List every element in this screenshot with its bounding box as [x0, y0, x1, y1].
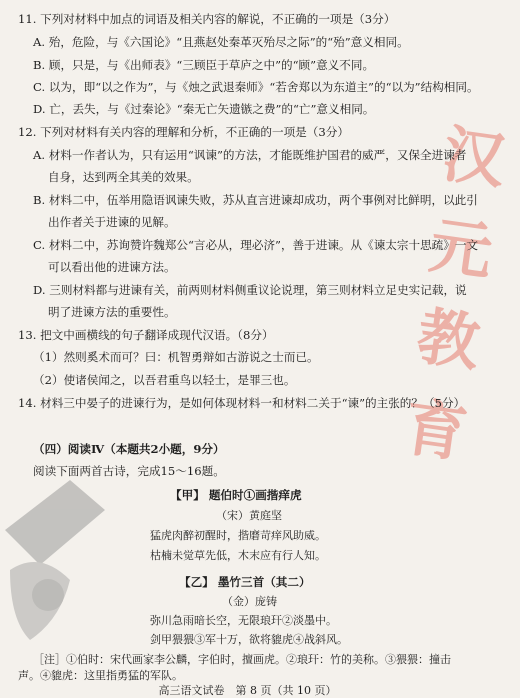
q12-option-c-line2: 可以看出他的进谏方法。 — [48, 260, 176, 274]
q12-option-b-line2: 出作者关于进谏的见解。 — [48, 215, 176, 229]
q12-stem: 12. 下列对材料有关内容的理解和分析，不正确的一项是（3分） — [18, 125, 349, 139]
q12-option-a-line1: A. 材料一作者认为，只有运用“讽谏”的方法，才能既维护国君的威严，又保全进谏者 — [33, 148, 467, 162]
poem1-line-1: 猛虎肉醉初醒时，揩磨苛痒风助威。 — [150, 529, 326, 542]
annotation-line-1: ［注］①伯时：宋代画家李公麟，字伯时，擅画虎。②琅玕：竹的美称。③猥猥：撞击 — [33, 653, 451, 666]
q12-option-b-line1: B. 材料二中，伍举用隐语讽谏失败，苏从直言进谏却成功，两个事例对比鲜明，以此引 — [33, 193, 478, 207]
q12-option-d-line1: D. 三则材料都与进谏有关，前两则材料侧重议论说理，第三则材料立足史实记载，说 — [33, 283, 467, 297]
q13-stem: 13. 把文中画横线的句子翻译成现代汉语。（8分） — [18, 328, 274, 342]
q11-option-a: A. 殆，危险，与《六国论》“且燕赵处秦革灭殆尽之际”的“殆”意义相同。 — [33, 35, 409, 49]
poem1-title: 【甲】 题伯时①画揩痒虎 — [170, 488, 302, 502]
section4-title: （四）阅读Ⅳ（本题共2小题，9分） — [33, 442, 225, 456]
q12-option-d-line2: 明了进谏方法的重要性。 — [48, 305, 176, 319]
poem2-line-1: 弥川急雨暗长空，无限琅玕②淡墨中。 — [150, 614, 337, 627]
q12-option-a-line2: 自身，达到两全其美的效果。 — [48, 170, 199, 184]
poem2-line-2: 剑甲猥猥③军十万，欲将貔虎④战斜风。 — [150, 633, 348, 646]
q11-stem: 11. 下列对材料中加点的词语及相关内容的解说，不正确的一项是（3分） — [18, 12, 396, 26]
q11-option-b: B. 顾，只是，与《出师表》“三顾臣于草庐之中”的“顾”意义不同。 — [33, 58, 375, 72]
poem1-line-2: 枯楠未觉草先低，木末应有行人知。 — [150, 549, 326, 562]
q14-stem: 14. 材料三中晏子的进谏行为，是如何体现材料一和材料二关于“谏”的主张的？（5分） — [18, 396, 466, 410]
q12-option-c-line1: C. 材料二中，苏询赞许魏郑公“言必从，理必济”，善于进谏。从《谏太宗十思疏》一文 — [33, 238, 479, 252]
annotation-line-2: 声。④貔虎：这里指勇猛的军队。 — [18, 669, 183, 682]
section4-intro: 阅读下面两首古诗，完成15～16题。 — [33, 464, 225, 478]
page-footer: 高三语文试卷 第 8 页（共 10 页） — [158, 684, 337, 697]
poem2-author: （金）庞铸 — [222, 595, 277, 608]
q13-sentence-2: （2）使诸侯闻之，以吾君重鸟以轻士，是罪三也。 — [33, 373, 296, 387]
publisher-logo-icon — [0, 470, 110, 670]
q11-option-c: C. 以为，即“以之作为”，与《烛之武退秦师》“若舍郑以为东道主”的“以为”结构相同。 — [33, 80, 479, 94]
watermark-text: 汉元教育 — [399, 116, 510, 472]
q11-option-d: D. 亡，丢失，与《过秦论》“秦无亡矢遗镞之费”的“亡”意义相同。 — [33, 102, 375, 116]
q13-sentence-1: （1）然则奚术而可？曰：机智勇辩如古游说之士而已。 — [33, 350, 319, 364]
poem2-title: 【乙】 墨竹三首（其二） — [179, 575, 311, 589]
poem1-author: （宋）黄庭坚 — [216, 509, 282, 522]
